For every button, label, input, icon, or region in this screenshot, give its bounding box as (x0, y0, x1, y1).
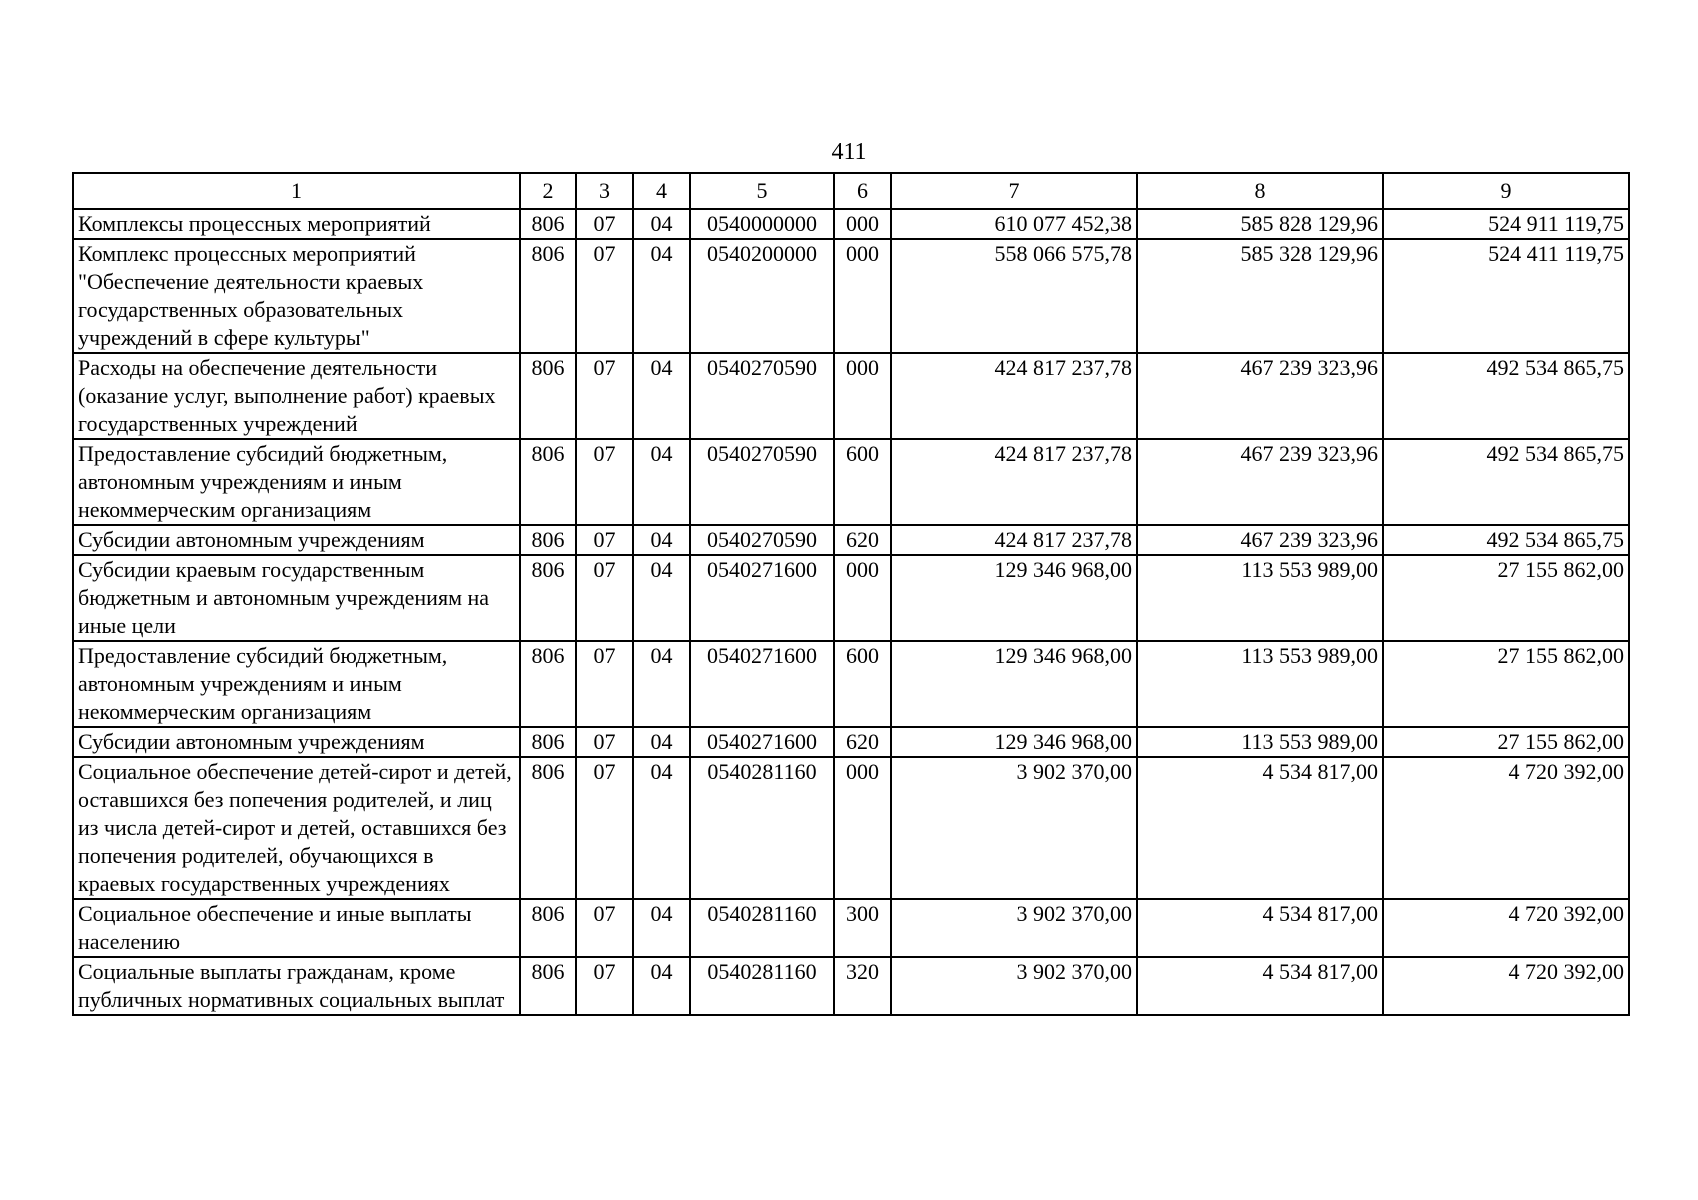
amount-cell: 585 328 129,96 (1137, 239, 1383, 353)
subsection-code-cell: 07 (576, 555, 633, 641)
subsection-code-cell: 07 (576, 439, 633, 525)
column-header: 7 (891, 173, 1137, 209)
section-code-cell: 806 (520, 525, 576, 555)
amount-cell: 585 828 129,96 (1137, 209, 1383, 239)
expense-type-cell: 620 (834, 525, 891, 555)
section-code-cell: 806 (520, 899, 576, 957)
section-code-cell: 806 (520, 439, 576, 525)
subsection-code-cell: 07 (576, 899, 633, 957)
header-row (73, 173, 1629, 209)
section-code-cell: 806 (520, 353, 576, 439)
amount-cell: 113 553 989,00 (1137, 641, 1383, 727)
row-name-cell: Предоставление субсидий бюджетным, автономным учреждениям и иным некоммерческим организациям (73, 641, 520, 727)
amount-cell: 424 817 237,78 (891, 525, 1137, 555)
row-name-cell: Субсидии автономным учреждениям (73, 727, 520, 757)
subsection-code-cell: 04 (633, 209, 690, 239)
subsection-code-cell: 07 (576, 209, 633, 239)
amount-cell: 492 534 865,75 (1383, 353, 1629, 439)
section-code-cell: 806 (520, 757, 576, 899)
row-name-cell: Социальные выплаты гражданам, кроме публичных нормативных социальных выплат (73, 957, 520, 1015)
amount-cell: 4 534 817,00 (1137, 757, 1383, 899)
amount-cell: 27 155 862,00 (1383, 641, 1629, 727)
amount-cell: 129 346 968,00 (891, 641, 1137, 727)
amount-cell: 610 077 452,38 (891, 209, 1137, 239)
amount-cell: 27 155 862,00 (1383, 555, 1629, 641)
page-number: 411 (831, 139, 867, 165)
amount-cell: 113 553 989,00 (1137, 555, 1383, 641)
subsection-code-cell: 04 (633, 641, 690, 727)
expense-type-cell: 000 (834, 353, 891, 439)
table-row (73, 439, 1629, 525)
table-row (73, 525, 1629, 555)
section-code-cell: 806 (520, 555, 576, 641)
subsection-code-cell: 07 (576, 727, 633, 757)
amount-cell: 27 155 862,00 (1383, 727, 1629, 757)
expense-type-cell: 000 (834, 757, 891, 899)
amount-cell: 467 239 323,96 (1137, 525, 1383, 555)
row-name-cell: Социальное обеспечение детей-сирот и детей, оставшихся без попечения родителей, и лиц из числа детей-сирот и детей, оставшихся без попечения родителей, обучающихся в краевых государственных учреждениях (73, 757, 520, 899)
row-name-cell: Субсидии автономным учреждениям (73, 525, 520, 555)
target-article-cell: 0540281160 (690, 757, 834, 899)
column-header: 9 (1383, 173, 1629, 209)
row-name-cell: Предоставление субсидий бюджетным, автономным учреждениям и иным некоммерческим организациям (73, 439, 520, 525)
section-code-cell: 806 (520, 209, 576, 239)
column-header: 3 (576, 173, 633, 209)
column-header: 6 (834, 173, 891, 209)
amount-cell: 129 346 968,00 (891, 727, 1137, 757)
amount-cell: 492 534 865,75 (1383, 525, 1629, 555)
amount-cell: 424 817 237,78 (891, 353, 1137, 439)
subsection-code-cell: 04 (633, 899, 690, 957)
amount-cell: 524 411 119,75 (1383, 239, 1629, 353)
table-row (73, 555, 1629, 641)
subsection-code-cell: 04 (633, 439, 690, 525)
amount-cell: 4 534 817,00 (1137, 899, 1383, 957)
row-name-cell: Расходы на обеспечение деятельности (оказание услуг, выполнение работ) краевых государственных учреждений (73, 353, 520, 439)
budget-table (72, 172, 1630, 1016)
row-name-cell: Субсидии краевым государственным бюджетным и автономным учреждениям на иные цели (73, 555, 520, 641)
subsection-code-cell: 04 (633, 525, 690, 555)
row-name-cell: Комплекс процессных мероприятий "Обеспечение деятельности краевых государственных образовательных учреждений в сфере культуры" (73, 239, 520, 353)
target-article-cell: 0540271600 (690, 727, 834, 757)
table-row (73, 209, 1629, 239)
subsection-code-cell: 07 (576, 353, 633, 439)
section-code-cell: 806 (520, 641, 576, 727)
subsection-code-cell: 04 (633, 239, 690, 353)
section-code-cell: 806 (520, 239, 576, 353)
amount-cell: 424 817 237,78 (891, 439, 1137, 525)
expense-type-cell: 000 (834, 239, 891, 353)
target-article-cell: 0540271600 (690, 555, 834, 641)
target-article-cell: 0540271600 (690, 641, 834, 727)
amount-cell: 467 239 323,96 (1137, 439, 1383, 525)
amount-cell: 129 346 968,00 (891, 555, 1137, 641)
expense-type-cell: 320 (834, 957, 891, 1015)
target-article-cell: 0540281160 (690, 899, 834, 957)
amount-cell: 113 553 989,00 (1137, 727, 1383, 757)
table-row (73, 641, 1629, 727)
column-header: 8 (1137, 173, 1383, 209)
table-row (73, 239, 1629, 353)
amount-cell: 524 911 119,75 (1383, 209, 1629, 239)
table-row (73, 727, 1629, 757)
expense-type-cell: 000 (834, 209, 891, 239)
table-row (73, 899, 1629, 957)
amount-cell: 558 066 575,78 (891, 239, 1137, 353)
target-article-cell: 0540000000 (690, 209, 834, 239)
expense-type-cell: 620 (834, 727, 891, 757)
amount-cell: 4 534 817,00 (1137, 957, 1383, 1015)
subsection-code-cell: 07 (576, 641, 633, 727)
expense-type-cell: 600 (834, 439, 891, 525)
subsection-code-cell: 04 (633, 957, 690, 1015)
table-row (73, 353, 1629, 439)
expense-type-cell: 000 (834, 555, 891, 641)
target-article-cell: 0540270590 (690, 353, 834, 439)
amount-cell: 4 720 392,00 (1383, 957, 1629, 1015)
row-name-cell: Социальное обеспечение и иные выплаты населению (73, 899, 520, 957)
table-row (73, 957, 1629, 1015)
subsection-code-cell: 04 (633, 353, 690, 439)
amount-cell: 4 720 392,00 (1383, 757, 1629, 899)
subsection-code-cell: 04 (633, 555, 690, 641)
amount-cell: 3 902 370,00 (891, 957, 1137, 1015)
amount-cell: 3 902 370,00 (891, 757, 1137, 899)
column-header: 4 (633, 173, 690, 209)
section-code-cell: 806 (520, 727, 576, 757)
row-name-cell: Комплексы процессных мероприятий (73, 209, 520, 239)
amount-cell: 4 720 392,00 (1383, 899, 1629, 957)
amount-cell: 492 534 865,75 (1383, 439, 1629, 525)
table-row (73, 757, 1629, 899)
section-code-cell: 806 (520, 957, 576, 1015)
subsection-code-cell: 07 (576, 757, 633, 899)
subsection-code-cell: 04 (633, 757, 690, 899)
amount-cell: 467 239 323,96 (1137, 353, 1383, 439)
subsection-code-cell: 07 (576, 957, 633, 1015)
target-article-cell: 0540270590 (690, 439, 834, 525)
subsection-code-cell: 07 (576, 525, 633, 555)
target-article-cell: 0540270590 (690, 525, 834, 555)
expense-type-cell: 300 (834, 899, 891, 957)
subsection-code-cell: 04 (633, 727, 690, 757)
target-article-cell: 0540200000 (690, 239, 834, 353)
expense-type-cell: 600 (834, 641, 891, 727)
column-header: 1 (73, 173, 520, 209)
column-header: 2 (520, 173, 576, 209)
subsection-code-cell: 07 (576, 239, 633, 353)
column-header: 5 (690, 173, 834, 209)
target-article-cell: 0540281160 (690, 957, 834, 1015)
amount-cell: 3 902 370,00 (891, 899, 1137, 957)
